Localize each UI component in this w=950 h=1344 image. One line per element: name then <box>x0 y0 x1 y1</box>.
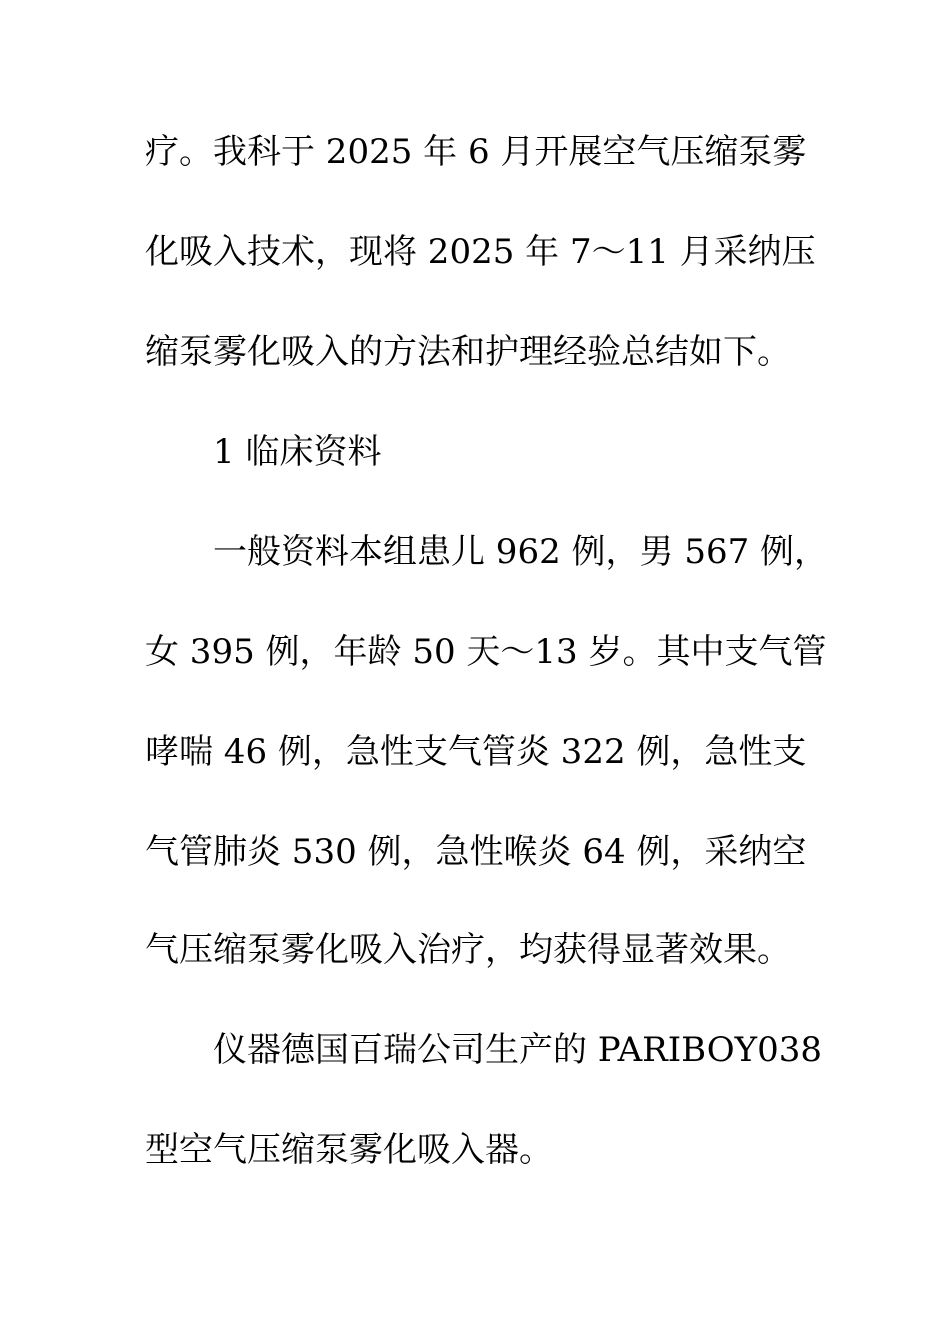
paragraph-line: 化吸入技术，现将 2025 年 7～11 月采纳压 <box>145 232 816 272</box>
paragraph-line: 型空气压缩泵雾化吸入器。 <box>145 1130 553 1170</box>
paragraph-line: 哮喘 46 例，急性支气管炎 322 例，急性支 <box>145 732 807 772</box>
paragraph-line: 缩泵雾化吸入的方法和护理经验总结如下。 <box>145 332 791 372</box>
paragraph-line: 仪器德国百瑞公司生产的 PARIBOY038 <box>213 1030 822 1070</box>
paragraph-line: 气管肺炎 530 例，急性喉炎 64 例，采纳空 <box>145 832 807 872</box>
paragraph-line: 一般资料本组患儿 962 例，男 567 例， <box>213 532 829 572</box>
paragraph-line: 女 395 例，年龄 50 天～13 岁。其中支气管 <box>145 632 827 672</box>
paragraph-line: 疗。我科于 2025 年 6 月开展空气压缩泵雾 <box>145 132 807 172</box>
section-heading: 1 临床资料 <box>213 432 382 472</box>
paragraph-line: 气压缩泵雾化吸入治疗，均获得显著效果。 <box>145 930 791 970</box>
